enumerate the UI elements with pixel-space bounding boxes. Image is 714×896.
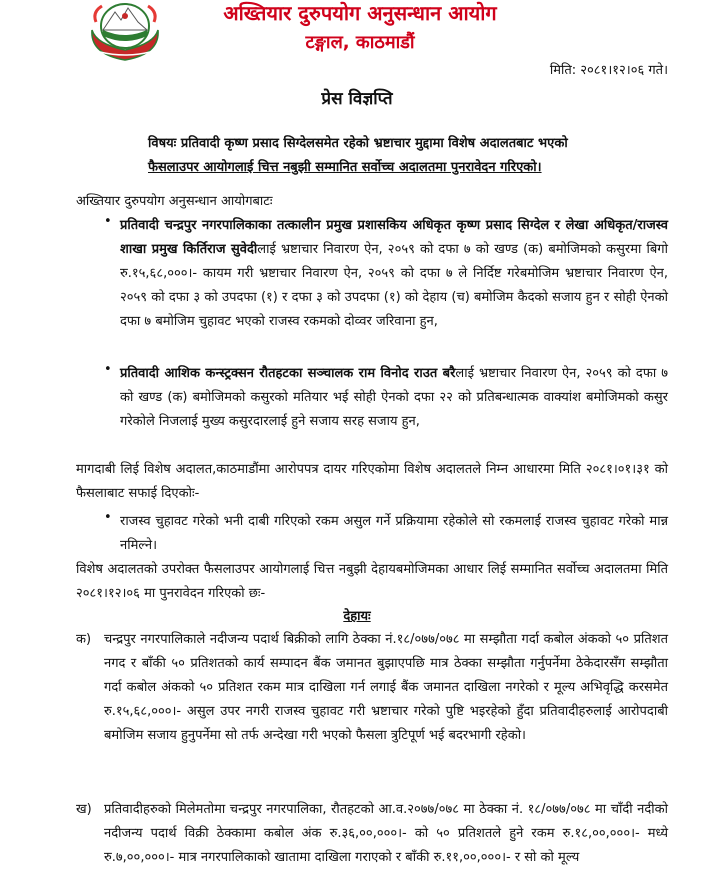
bullet-item-1 bbox=[120, 214, 668, 334]
dehay-heading: देहायः bbox=[343, 609, 371, 624]
org-address: टङ्गाल, काठमाडौं bbox=[305, 32, 415, 53]
org-name: अख्तियार दुरुपयोग अनुसन्धान आयोग bbox=[223, 1, 497, 25]
nepal-emblem-icon bbox=[88, 0, 162, 62]
bullet-icon: • bbox=[104, 214, 112, 229]
bullet-1-text: लाई भ्रष्टाचार निवारण ऐन, २०५९ को दफा ७ को खण्ड (क) बमोजिमको कसुरमा बिगो रु.१५,६८,०००।- कायम गरी भ्रष्टाचार निवारण ऐन, २०५९ को दफा ७ ले निर्दिष्ट गरेबमोजिम भ्रष्टाचार निवारण ऐन, २०५९ को दफा ३ को उपदफा (१) र दफा ३ को उपदफा (१) को देहाय (च) बमोजिम कैदको सजाय हुन र सोही ऐनको दफा ७ बमोजिम चुहावट भएको राजस्व रकमको दोव्वर जरिवाना हुन, bbox=[120, 242, 668, 329]
date-line: मिति: २०८१।१२।०६ गते। bbox=[549, 63, 668, 78]
bullet-icon: • bbox=[104, 362, 112, 377]
subject-line2: फैसलाउपर आयोगलाई चित्त नबुझी सम्मानित सर्वोच्च अदालतमा पुनरावेदन गरिएको। bbox=[148, 160, 542, 175]
item-text-kha: प्रतिवादीहरुको मिलेमतोमा चन्द्रपुर नगरपालिका, रौतहटको आ.व.२०७७/०७८ मा ठेक्का नं. १८/०७७/०७८ मा चाँदी नदीको नदीजन्य पदार्थ विक्री ठेक्कामा कबोल अंक रु.३६,००,०००।- को ५० प्रतिशतले हुने रकम रु.१८,००,०००।- मध्ये रु.७,००,०००।- मात्र नगरपालिकाको खातामा दाखिला गराएको र बाँकी रु.११,००,०००।- र सो को मूल्य bbox=[104, 802, 668, 865]
subject-label: विषयः bbox=[148, 136, 177, 151]
bullet-2-text: लाई भ्रष्टाचार निवारण ऐन, २०५९ को दफा ७ को खण्ड (क) बमोजिमको कसुरको मतियार भई सोही ऐनको दफा २२ को प्रतिबन्धात्मक वाक्यांश बमोजिमको कसुर गरेकोले निजलाई मुख्य कसुरदारलाई हुने सजाय सरह सजाय हुन, bbox=[120, 366, 669, 429]
bullet-2-bold: प्रतिवादी आशिक कन्स्ट्रक्सन रौतहटका सञ्चालक राम विनोद राउत बरै bbox=[120, 366, 456, 381]
paragraph-3: विशेष अदालतको उपरोक्त फैसलाउपर आयोगलाई चित्त नबुझी देहायबमोजिमका आधार लिई सम्मानित सर्वोच्च अदालतमा मिति २०८१।१२।०६ मा पुनरावेदन गरिएको छः- bbox=[76, 562, 668, 601]
bullet-item-3: राजस्व चुहावट गरेको भनी दाबी गरिएको रकम असुल गर्ने प्रक्रियामा रहेकोले सो रकमलाई राजस्व चुहावट गरेको मान्न नमिल्ने। bbox=[120, 514, 668, 553]
item-label-kha: ख) bbox=[76, 802, 92, 817]
bullet-1-bold: प्रतिवादी चन्द्रपुर नगरपालिकाका तत्कालीन प्रमुख प्रशासकिय अधिकृत कृष्ण प्रसाद सिग्देल र लेखा अधिकृत/राजस्व शाखा प्रमुख किर्तिराज सुवेदी bbox=[120, 218, 668, 257]
bullet-icon: • bbox=[104, 510, 112, 525]
intro-text: अख्तियार दुरुपयोग अनुसन्धान आयोगबाटः bbox=[76, 194, 273, 209]
item-text-ka: चन्द्रपुर नगरपालिकाले नदीजन्य पदार्थ बिक्रीको लागि ठेक्का नं.१८/०७७/०७८ मा सम्झौता गर्दा कबोल अंकको ५० प्रतिशत नगद र बाँकी ५० प्रतिशतको कार्य सम्पादन बैंक जमानत बुझाएपछि मात्र ठेक्का सम्झौता गर्नुपर्नेमा ठेकेदारसँग सम्झौता गर्दा कबोल अंकको ५० प्रतिशत रकम मात्र दाखिला गर्न लगाई बैंक जमानत दाखिला नगरेको र मूल्य अभिवृद्धि करसमेत रु.१५,६८,०००।- असुल उपर नगरी राजस्व चुहावट गरी भ्रष्टाचार गरेको पुष्टि भइरहेको हुँदा प्रतिवादीहरुलाई आरोपदाबी बमोजिम सजाय हुनुपर्नेमा सो तर्फ अन्देखा गरी भएको फैसला त्रुटिपूर्ण भई बदरभागी रहेको। bbox=[104, 632, 668, 743]
paragraph-2: मागदाबी लिई विशेष अदालत,काठमाडौंमा आरोपपत्र दायर गरिएकोमा विशेष अदालतले निम्न आधारमा मिति २०८१।०१।३१ को फैसलाबाट सफाई दिएकोः- bbox=[76, 462, 668, 501]
bullet-item-2 bbox=[120, 362, 668, 434]
subject bbox=[148, 132, 668, 180]
subject-line1: प्रतिवादी कृष्ण प्रसाद सिग्देलसमेत रहेको भ्रष्टाचार मुद्दामा विशेष अदालतबाट भएको bbox=[180, 136, 568, 151]
item-label-ka: क) bbox=[76, 632, 92, 647]
press-release-heading: प्रेस विज्ञप्ति bbox=[321, 89, 393, 109]
